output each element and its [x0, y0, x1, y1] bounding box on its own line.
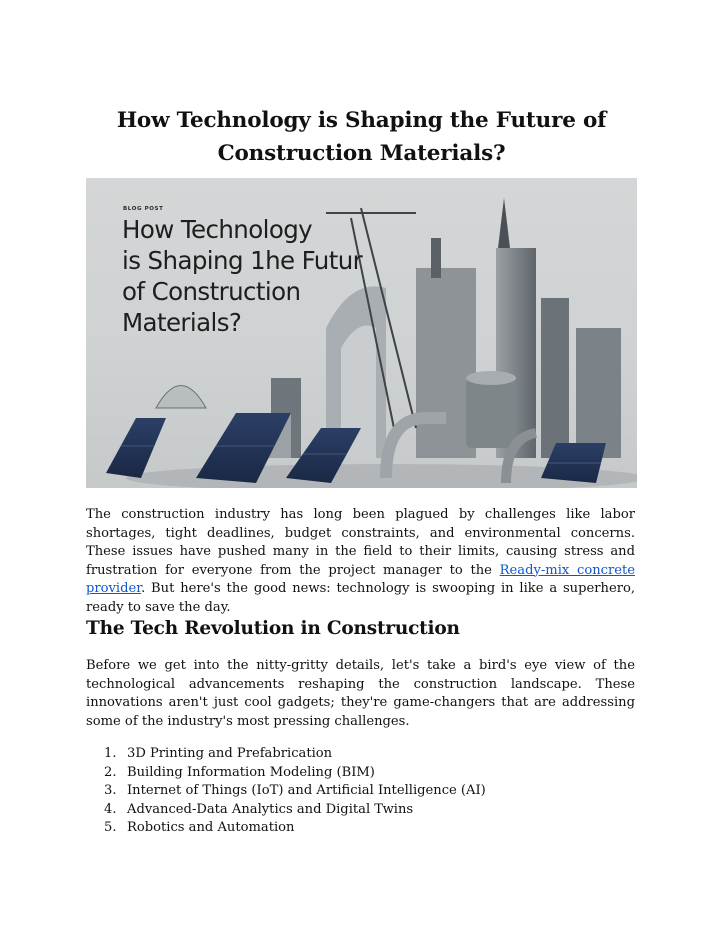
list-item	[86, 745, 486, 764]
page-title: How Technology is Shaping the Future of Construction Materials?	[116, 108, 607, 166]
intro-paragraph	[86, 506, 635, 617]
list-item	[86, 819, 486, 838]
list-text: Building Information Modeling (BIM)	[127, 764, 375, 780]
list-text: Internet of Things (IoT) and Artificial Intelligence (AI)	[127, 783, 486, 798]
list-item	[86, 801, 486, 820]
ready-mix-concrete-link[interactable]: Ready-mix concrete provider	[86, 562, 635, 596]
list-number: 2.	[104, 764, 117, 780]
list-text: Advanced-Data Analytics and Digital Twins	[127, 801, 414, 817]
list-number: 5.	[104, 820, 117, 835]
hero-image	[86, 178, 637, 488]
list-number: 3.	[104, 783, 117, 798]
hero-overline: BLOG POST	[123, 206, 164, 212]
tech-list	[86, 745, 486, 838]
list-text: Robotics and Automation	[127, 820, 295, 835]
section-paragraph: Before we get into the nitty-gritty details, let's take a bird's eye view of the technological advancements reshaping the construction landscape. These innovations aren't just cool gadgets; they're game-changers that are addressing some of the industry's most pressing challenges.	[86, 658, 635, 729]
list-item	[86, 782, 486, 801]
list-text: 3D Printing and Prefabrication	[127, 746, 333, 761]
intro-text-before: The construction industry has long been plagued by challenges like labor shortages, tight deadlines, budget constraints, and environmental concerns. These issues have pushed many in the field to their limits, causing stress and frustration for everyone from the project manager to the	[86, 507, 635, 578]
hero-headline: How Technology is Shaping 1he Futur of Construction Materials?	[122, 215, 363, 337]
list-number: 4.	[104, 801, 117, 817]
section-heading: The Tech Revolution in Construction	[86, 618, 460, 639]
list-number: 1.	[104, 746, 117, 761]
list-item	[86, 764, 486, 783]
intro-text-after: . But here's the good news: technology is swooping in like a superhero, ready to save the day.	[86, 581, 635, 615]
